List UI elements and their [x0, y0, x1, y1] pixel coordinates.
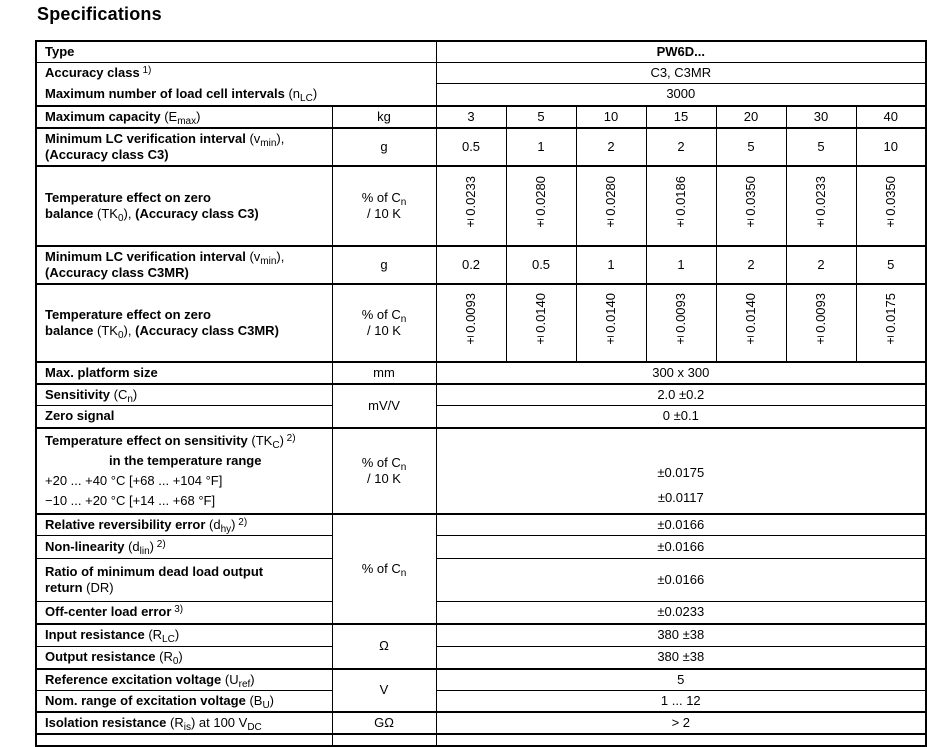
- output-resistance-value: 380 ±38: [436, 647, 926, 669]
- vertical-value-text: ±0.0140: [603, 293, 619, 348]
- platform-size-unit: mm: [332, 362, 436, 384]
- zero-signal-label: Zero signal: [36, 406, 332, 428]
- min-lc-c3mr-value: 2: [786, 246, 856, 284]
- tk0-c3mr-value: [716, 284, 786, 362]
- vertical-value-text: ±0.0350: [882, 176, 898, 231]
- min-lc-c3-value: 5: [786, 128, 856, 166]
- max-capacity-value: 3: [436, 106, 506, 128]
- partial-value-cell: [436, 734, 926, 746]
- sensitivity-zero-unit: mV/V: [332, 384, 436, 428]
- percent-cn-unit: % of $C_n$: [332, 514, 436, 624]
- min-lc-c3-value: 5: [716, 128, 786, 166]
- max-capacity-unit: kg: [332, 106, 436, 128]
- row-min-lc-c3mr: [36, 246, 926, 284]
- tk0-c3mr-value: [506, 284, 576, 362]
- gohm-unit: GΩ: [332, 712, 436, 734]
- volt-unit: V: [332, 669, 436, 712]
- zero-signal-value: 0 ±0.1: [436, 406, 926, 428]
- specifications-table: [35, 40, 927, 747]
- ref-voltage-value: 5: [436, 669, 926, 691]
- sensitivity-label: Sensitivity $(C_n)$: [36, 384, 332, 406]
- sensitivity-value: 2.0 ±0.2: [436, 384, 926, 406]
- tkc-value-lines: [437, 460, 926, 513]
- row-zero-signal: [36, 406, 926, 428]
- platform-size-value: 300 x 300: [436, 362, 926, 384]
- input-resistance-label: Input resistance $(R_{LC})$: [36, 624, 332, 647]
- vertical-value-text: ±0.0093: [463, 293, 479, 348]
- max-capacity-value: 5: [506, 106, 576, 128]
- tk0-c3mr-label: Temperature effect on zero balance $(TK_0)$, (Accuracy class C3MR): [36, 284, 332, 362]
- tkc-value-line: ±0.0175: [657, 464, 705, 480]
- tk0-c3-value: [576, 166, 646, 246]
- row-min-lc-c3: [36, 128, 926, 166]
- min-lc-c3-value: 10: [856, 128, 926, 166]
- nom-voltage-range-value: 1 ... 12: [436, 690, 926, 712]
- tk0-c3mr-value: [786, 284, 856, 362]
- vertical-value-text: ±0.0280: [533, 176, 549, 231]
- row-max-capacity: [36, 106, 926, 128]
- row-input-resistance: [36, 624, 926, 647]
- min-lc-c3mr-label: Minimum LC verification interval $(v_{min})$, (Accuracy class C3MR): [36, 246, 332, 284]
- tk0-c3-value: [646, 166, 716, 246]
- max-capacity-value: 40: [856, 106, 926, 128]
- row-isolation-resistance: [36, 712, 926, 734]
- max-capacity-value: 10: [576, 106, 646, 128]
- rel-reversibility-value: ±0.0166: [436, 514, 926, 536]
- tk0-c3-unit: % of $C_n$ / 10 K: [332, 166, 436, 246]
- vertical-value-text: ±0.0175: [882, 293, 898, 348]
- min-lc-c3mr-value: 0.5: [506, 246, 576, 284]
- tk0-c3-value: [436, 166, 506, 246]
- min-lc-c3-value: 2: [576, 128, 646, 166]
- accuracy-class-label: Accuracy class $^{1)}$: [36, 63, 436, 84]
- row-non-linearity: [36, 536, 926, 559]
- row-nom-voltage-range: [36, 690, 926, 712]
- min-lc-c3mr-value: 2: [716, 246, 786, 284]
- ref-voltage-label: Reference excitation voltage $(U_{ref})$: [36, 669, 332, 691]
- type-value: PW6D...: [436, 41, 926, 63]
- input-resistance-value: 380 ±38: [436, 624, 926, 647]
- max-intervals-value: 3000: [436, 84, 926, 106]
- tkc-unit: % of $C_n$ / 10 K: [332, 428, 436, 514]
- tk0-c3-value: [716, 166, 786, 246]
- rel-reversibility-label: Relative reversibility error $(d_{hy})$ $^{2)}$: [36, 514, 332, 536]
- tk0-c3-label: Temperature effect on zero balance $(TK_0)$, (Accuracy class C3): [36, 166, 332, 246]
- vertical-value-text: ±0.0233: [463, 176, 479, 231]
- partial-label-cell: [36, 734, 332, 746]
- max-intervals-label: Maximum number of load cell intervals $(n_{LC})$: [36, 84, 436, 106]
- row-output-resistance: [36, 647, 926, 669]
- accuracy-class-value: C3, C3MR: [436, 63, 926, 84]
- row-sensitivity: [36, 384, 926, 406]
- row-tkc: [36, 428, 926, 514]
- min-lc-c3mr-value: 1: [646, 246, 716, 284]
- non-linearity-value: ±0.0166: [436, 536, 926, 559]
- off-center-label: Off-center load error $^{3)}$: [36, 602, 332, 624]
- row-accuracy-class: [36, 63, 926, 84]
- tk0-c3-value: [856, 166, 926, 246]
- tk0-c3mr-value: [646, 284, 716, 362]
- ohm-unit: Ω: [332, 624, 436, 669]
- page-title: Specifications: [37, 4, 162, 24]
- tk0-c3mr-value: [576, 284, 646, 362]
- row-dr: [36, 559, 926, 602]
- tk0-c3mr-unit: % of $C_n$ / 10 K: [332, 284, 436, 362]
- vertical-value-text: ±0.0093: [813, 293, 829, 348]
- vertical-value-text: ±0.0350: [743, 176, 759, 231]
- vertical-value-text: ±0.0140: [743, 293, 759, 348]
- tk0-c3mr-value: [856, 284, 926, 362]
- type-label: Type: [36, 41, 436, 63]
- vertical-value-text: ±0.0280: [603, 176, 619, 231]
- row-rel-reversibility: [36, 514, 926, 536]
- tkc-label: Temperature effect on sensitivity $(TK_C)$ $^{2)}$ in the temperature range +20 ... +40 °C [+68 ... +104 °F] −10 ... +20 °C [+14 ... +68 °F]: [36, 428, 332, 514]
- vertical-value-text: ±0.0233: [813, 176, 829, 231]
- min-lc-c3-value: 1: [506, 128, 576, 166]
- max-capacity-value: 20: [716, 106, 786, 128]
- min-lc-c3-value: 0.5: [436, 128, 506, 166]
- row-tk0-c3mr: [36, 284, 926, 362]
- isolation-resistance-value: > 2: [436, 712, 926, 734]
- vertical-value-text: ±0.0093: [673, 293, 689, 348]
- tkc-value-line: ±0.0117: [657, 489, 704, 505]
- output-resistance-label: Output resistance $(R_0)$: [36, 647, 332, 669]
- row-off-center: [36, 602, 926, 624]
- row-partial-clipped: [36, 734, 926, 746]
- non-linearity-label: Non-linearity $(d_{lin})$ $^{2)}$: [36, 536, 332, 559]
- min-lc-c3mr-value: 0.2: [436, 246, 506, 284]
- row-platform-size: [36, 362, 926, 384]
- tk0-c3mr-value: [436, 284, 506, 362]
- row-type: [36, 41, 926, 63]
- dr-value: ±0.0166: [436, 559, 926, 602]
- nom-voltage-range-label: Nom. range of excitation voltage $(B_U)$: [36, 690, 332, 712]
- min-lc-c3mr-unit: g: [332, 246, 436, 284]
- tk0-c3-value: [506, 166, 576, 246]
- vertical-value-text: ±0.0140: [533, 293, 549, 348]
- row-ref-voltage: [36, 669, 926, 691]
- tk0-c3-value: [786, 166, 856, 246]
- row-tk0-c3: [36, 166, 926, 246]
- platform-size-label: Max. platform size: [36, 362, 332, 384]
- vertical-value-text: ±0.0186: [673, 176, 689, 231]
- min-lc-c3-unit: g: [332, 128, 436, 166]
- row-max-intervals: [36, 84, 926, 106]
- max-capacity-value: 30: [786, 106, 856, 128]
- min-lc-c3mr-value: 1: [576, 246, 646, 284]
- min-lc-c3-value: 2: [646, 128, 716, 166]
- max-capacity-label: Maximum capacity $(E_{max})$: [36, 106, 332, 128]
- off-center-value: ±0.0233: [436, 602, 926, 624]
- tkc-value: [436, 428, 926, 514]
- min-lc-c3mr-value: 5: [856, 246, 926, 284]
- dr-label: Ratio of minimum dead load output return (DR): [36, 559, 332, 602]
- min-lc-c3-label: Minimum LC verification interval $(v_{min})$, (Accuracy class C3): [36, 128, 332, 166]
- max-capacity-value: 15: [646, 106, 716, 128]
- isolation-resistance-label: Isolation resistance $(R_{is})$ at 100 $V_{DC}$: [36, 712, 332, 734]
- partial-unit-cell: [332, 734, 436, 746]
